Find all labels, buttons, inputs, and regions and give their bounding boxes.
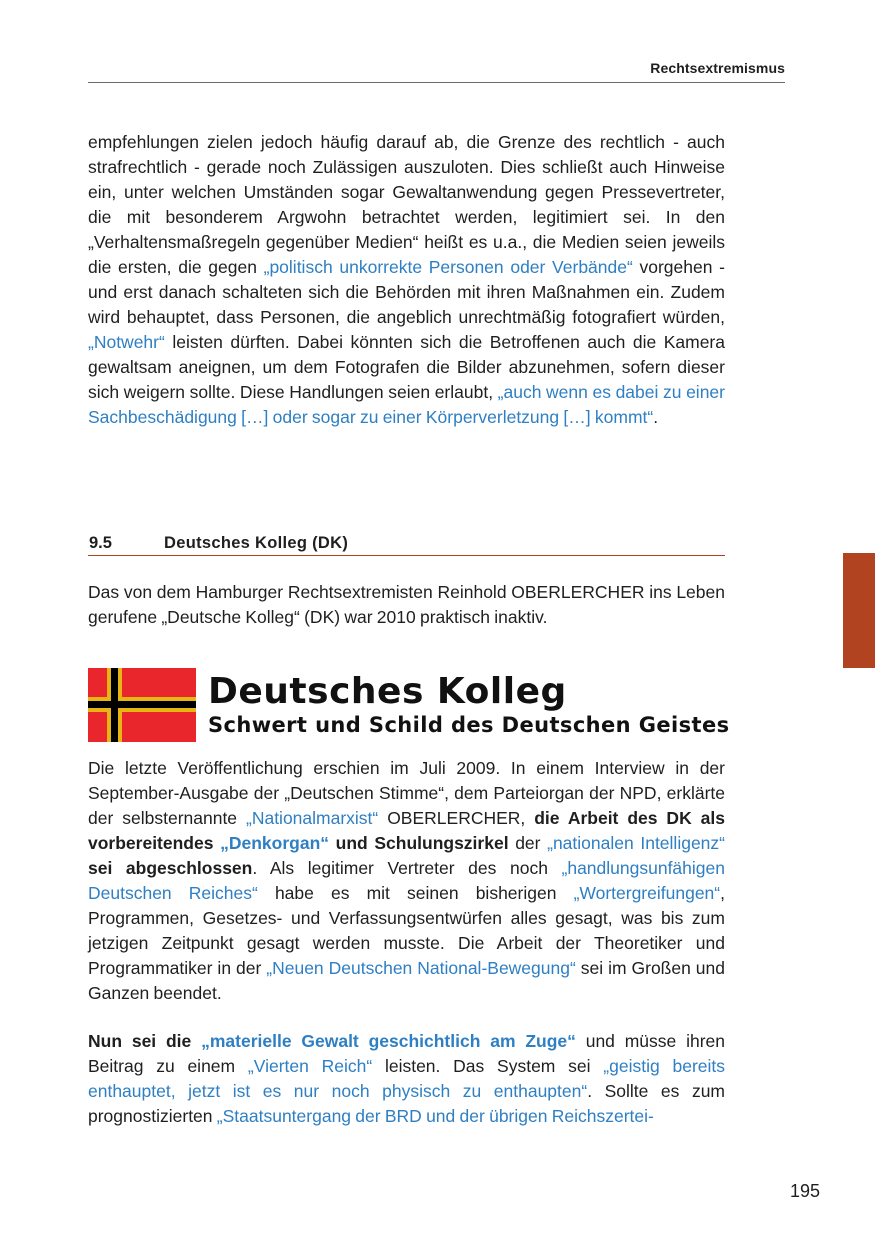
text-run: Die letzte Veröffentlichung erschien im Juli 2009. In einem Interview in der September-Ausgabe der „Deutschen Stimme“, dem Parteiorgan der NPD, erklärte der selbsternannte	[88, 758, 725, 828]
paragraph-3	[88, 756, 725, 1006]
quote: „auch wenn es dabei zu einer Sachbeschädigung […] oder sogar zu einer Körperverletzung […] kommt“	[88, 382, 725, 427]
bold-run: die Arbeit des DK als vorbereitendes	[88, 808, 725, 853]
header-rule	[88, 82, 785, 83]
bold-quote: „materielle Gewalt geschichtlich am Zuge“	[201, 1031, 576, 1051]
quote: „Neuen Deutschen National-Bewegung“	[266, 958, 576, 978]
page-number: 195	[789, 1181, 820, 1201]
quote: „Notwehr“	[88, 332, 165, 352]
text-run: leisten dürften. Dabei könnten sich die Betroffenen auch die Kamera gewaltsam aneignen, um dem Fotografen die Bilder abzunehmen, sofern dieser sich weigern sollte. Diese Handlungen seien erlaubt,	[88, 332, 725, 402]
text-run: . Als legitimer Vertreter des noch	[252, 858, 562, 878]
quote: „nationalen Intelligenz“	[547, 833, 725, 853]
bold-run: und Schulungszirkel	[329, 833, 509, 853]
text-run: habe es mit seinen bisherigen	[257, 883, 574, 903]
section-title: Deutsches Kolleg (DK)	[164, 534, 349, 552]
section-number: 9.5	[89, 534, 112, 552]
section-heading	[88, 533, 725, 556]
quote: „politisch unkorrekte Personen oder Verbände“	[263, 257, 633, 277]
chapter-thumb-tab	[843, 553, 875, 668]
text-run: , Programmen, Gesetzes- und Verfassungsentwürfen alles gesagt, was bis zum jetzigen Zeitpunkt gesagt werden musste. Die Arbeit der Theoretiker und Programmatiker in der	[88, 883, 725, 978]
quote: „handlungsunfähigen Deutschen Reiches“	[88, 858, 725, 903]
paragraph-4	[88, 1029, 725, 1129]
logo-title: Deutsches Kolleg	[208, 671, 567, 712]
text-run: .	[653, 407, 659, 427]
text-run: empfehlungen zielen jedoch häufig darauf ab, die Grenze des rechtlich - auch strafrechtlich - gerade noch Zulässigen auszuloten. Dies schließt auch Hinweise ein, unter welchen Umständen sogar Gewaltanwendung gegen Pressevertreter, die mit besonderem Argwohn betrachtet werden, legitimiert sei. In den „Verhaltensmaßregeln gegenüber Medien“ heißt es u.a., die Medien seien jeweils die ersten, die gegen	[88, 132, 725, 277]
text-run: vorgehen - und erst danach schalteten sich die Behörden mit ihren Maßnahmen ein. Zudem wird behauptet, dass Personen, die angeblich unrechtmäßig fotografiert würden,	[88, 257, 725, 327]
quote: „Nationalmarxist“	[246, 808, 379, 828]
bold-quote: „Denkorgan“	[220, 833, 330, 853]
text-run: . Sollte es zum prognostizierten	[88, 1081, 726, 1126]
deutsches-kolleg-logo	[88, 668, 728, 744]
text-run: sei im Großen und Ganzen beendet.	[88, 958, 725, 1003]
quote: „Vierten Reich“	[247, 1056, 373, 1076]
bold-run: Nun sei die	[88, 1031, 202, 1051]
quote: „Wortergreifungen“	[573, 883, 721, 903]
paragraph-1	[88, 130, 725, 430]
logo-subtitle: Schwert und Schild des Deutschen Geistes	[208, 713, 730, 737]
text-run: und müsse ihren Beitrag zu einem	[88, 1031, 725, 1076]
wirmer-flag-icon	[88, 668, 196, 742]
bold-run: sei abgeschlossen	[88, 858, 253, 878]
paragraph-2: Das von dem Hamburger Rechtsextremisten Reinhold OBERLERCHER ins Leben gerufene „Deutsche Kolleg“ (DK) war 2010 praktisch inaktiv.	[88, 582, 725, 627]
text-run: OBERLERCHER,	[378, 808, 535, 828]
quote: „Staatsuntergang der BRD und der übrigen Reichszertei-	[216, 1106, 654, 1126]
running-head: Rechtsextremismus	[650, 60, 785, 76]
quote: „geistig bereits enthauptet, jetzt ist es nur noch physisch zu enthaupten“	[88, 1056, 725, 1101]
text-run: leisten. Das System sei	[372, 1056, 604, 1076]
text-run: der	[508, 833, 548, 853]
